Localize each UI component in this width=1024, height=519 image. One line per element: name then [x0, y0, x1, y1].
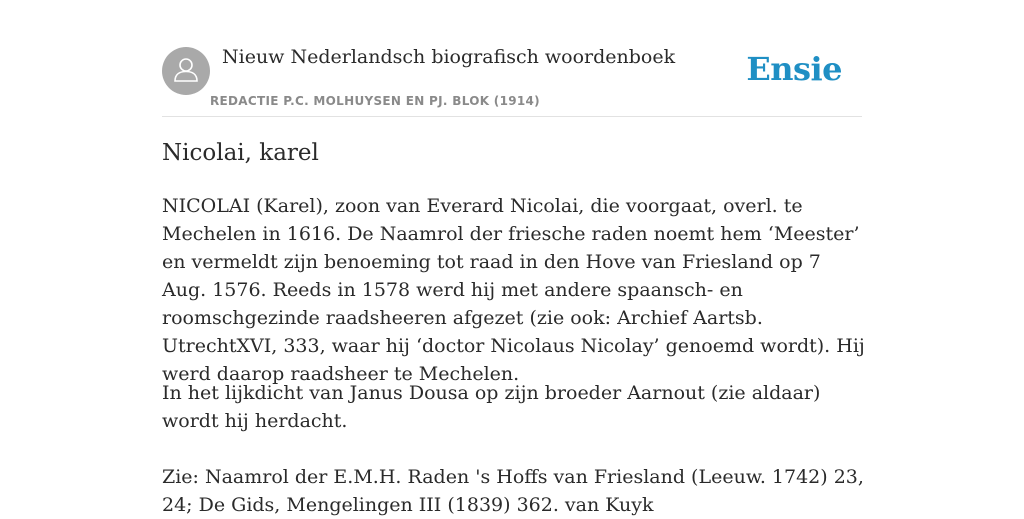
header	[162, 0, 862, 117]
entry-paragraph: NICOLAI (Karel), zoon van Everard Nicolai, die voorgaat, overl. te Mechelen in 1616. De Naamrol der friesche raden noemt hem ‘Meester’ en vermeldt zijn benoeming tot raad in den Hove van Friesland op 7 Aug. 1576. Reeds in 1578 werd hij met andere spaansch- en roomschgezinde raadsheeren afgezet (zie ook: Archief Aartsb. UtrechtXVI, 333, waar hij ‘doctor Nicolaus Nicolay’ genoemd wordt). Hij werd daarop raadsheer te Mechelen.	[162, 195, 865, 385]
entry-title: Nicolai, karel	[162, 140, 319, 166]
editors-subtitle: REDACTIE P.C. MOLHUYSEN EN PJ. BLOK (1914)	[210, 94, 540, 108]
book-title[interactable]: Nieuw Nederlandsch biografisch woordenboek	[222, 46, 676, 68]
avatar	[162, 47, 210, 95]
ensie-logo[interactable]: Ensie	[746, 50, 842, 88]
sources-paragraph: Zie: Naamrol der E.M.H. Raden 's Hoffs van Friesland (Leeuw. 1742) 23, 24; De Gids, Mengelingen III (1839) 362. van Kuyk	[162, 466, 864, 516]
user-icon	[171, 54, 201, 88]
entry-paragraph: In het lijkdicht van Janus Dousa op zijn broeder Aarnout (zie aldaar) wordt hij herdacht.	[162, 382, 821, 432]
page	[162, 0, 865, 516]
